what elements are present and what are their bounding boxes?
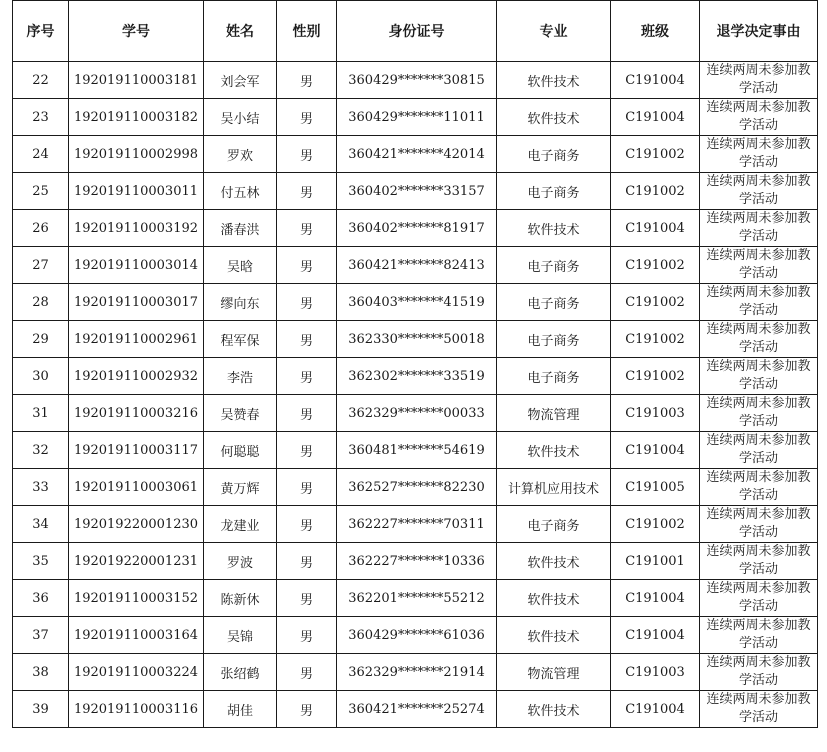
cell-class: C191003 [611,654,700,691]
cell-name: 罗欢 [204,136,277,173]
header-row [13,1,818,62]
cell-class: C191002 [611,173,700,210]
table-row [13,580,818,617]
cell-student-id: 192019110003192 [69,210,204,247]
cell-class: C191002 [611,358,700,395]
table-row [13,210,818,247]
cell-student-id: 192019110003014 [69,247,204,284]
cell-student-id: 192019220001230 [69,506,204,543]
cell-seq: 30 [13,358,69,395]
cell-name: 吴锦 [204,617,277,654]
cell-student-id: 192019110002932 [69,358,204,395]
cell-id-card: 360421*******82413 [337,247,497,284]
cell-name: 陈新休 [204,580,277,617]
cell-gender: 男 [277,284,337,321]
cell-gender: 男 [277,543,337,580]
cell-major: 软件技术 [497,210,611,247]
cell-class: C191004 [611,580,700,617]
table-row [13,358,818,395]
table-row [13,469,818,506]
cell-major: 电子商务 [497,321,611,358]
cell-seq: 28 [13,284,69,321]
cell-student-id: 192019110003224 [69,654,204,691]
cell-gender: 男 [277,654,337,691]
cell-gender: 男 [277,580,337,617]
table-row [13,395,818,432]
cell-id-card: 362329*******21914 [337,654,497,691]
cell-class: C191003 [611,395,700,432]
cell-seq: 27 [13,247,69,284]
table-row [13,432,818,469]
cell-id-card: 360481*******54619 [337,432,497,469]
table-row [13,99,818,136]
cell-reason: 连续两周未参加教学活动 [700,210,818,247]
cell-class: C191002 [611,247,700,284]
cell-seq: 37 [13,617,69,654]
header-class: 班级 [611,1,700,62]
cell-major: 电子商务 [497,506,611,543]
cell-class: C191004 [611,99,700,136]
cell-major: 软件技术 [497,691,611,728]
cell-student-id: 192019110003182 [69,99,204,136]
cell-gender: 男 [277,173,337,210]
cell-name: 吴小结 [204,99,277,136]
cell-name: 李浩 [204,358,277,395]
table-row [13,284,818,321]
table-row [13,321,818,358]
cell-id-card: 362201*******55212 [337,580,497,617]
cell-student-id: 192019110003061 [69,469,204,506]
cell-reason: 连续两周未参加教学活动 [700,62,818,99]
cell-gender: 男 [277,210,337,247]
withdrawal-table [12,0,818,728]
cell-major: 电子商务 [497,136,611,173]
table-row [13,691,818,728]
cell-reason: 连续两周未参加教学活动 [700,580,818,617]
cell-name: 程军保 [204,321,277,358]
cell-name: 龙建业 [204,506,277,543]
cell-reason: 连续两周未参加教学活动 [700,395,818,432]
cell-reason: 连续两周未参加教学活动 [700,173,818,210]
cell-id-card: 360421*******25274 [337,691,497,728]
header-name: 姓名 [204,1,277,62]
cell-major: 电子商务 [497,247,611,284]
cell-class: C191002 [611,321,700,358]
cell-id-card: 362329*******00033 [337,395,497,432]
cell-id-card: 360402*******81917 [337,210,497,247]
cell-id-card: 360429*******11011 [337,99,497,136]
cell-gender: 男 [277,136,337,173]
cell-id-card: 362302*******33519 [337,358,497,395]
cell-seq: 34 [13,506,69,543]
cell-major: 计算机应用技术 [497,469,611,506]
header-id-card: 身份证号 [337,1,497,62]
cell-seq: 39 [13,691,69,728]
cell-student-id: 192019110003116 [69,691,204,728]
cell-seq: 36 [13,580,69,617]
cell-student-id: 192019110003216 [69,395,204,432]
cell-reason: 连续两周未参加教学活动 [700,469,818,506]
cell-reason: 连续两周未参加教学活动 [700,321,818,358]
cell-reason: 连续两周未参加教学活动 [700,654,818,691]
cell-gender: 男 [277,62,337,99]
cell-name: 刘会军 [204,62,277,99]
cell-seq: 38 [13,654,69,691]
cell-class: C191004 [611,432,700,469]
cell-class: C191001 [611,543,700,580]
header-reason: 退学决定事由 [700,1,818,62]
cell-class: C191004 [611,691,700,728]
cell-major: 软件技术 [497,99,611,136]
cell-reason: 连续两周未参加教学活动 [700,284,818,321]
cell-major: 电子商务 [497,173,611,210]
cell-name: 缪向东 [204,284,277,321]
cell-class: C191002 [611,506,700,543]
cell-seq: 31 [13,395,69,432]
cell-name: 罗波 [204,543,277,580]
cell-gender: 男 [277,99,337,136]
table-row [13,247,818,284]
cell-seq: 33 [13,469,69,506]
cell-reason: 连续两周未参加教学活动 [700,617,818,654]
header-major: 专业 [497,1,611,62]
cell-gender: 男 [277,395,337,432]
header-gender: 性别 [277,1,337,62]
cell-reason: 连续两周未参加教学活动 [700,506,818,543]
cell-gender: 男 [277,358,337,395]
cell-reason: 连续两周未参加教学活动 [700,432,818,469]
table-row [13,62,818,99]
cell-class: C191004 [611,617,700,654]
table-row [13,173,818,210]
cell-seq: 25 [13,173,69,210]
cell-id-card: 362227*******70311 [337,506,497,543]
cell-gender: 男 [277,321,337,358]
cell-major: 软件技术 [497,580,611,617]
cell-id-card: 360429*******30815 [337,62,497,99]
cell-seq: 35 [13,543,69,580]
cell-student-id: 192019110002998 [69,136,204,173]
cell-name: 何聪聪 [204,432,277,469]
cell-gender: 男 [277,432,337,469]
cell-student-id: 192019110003011 [69,173,204,210]
cell-class: C191002 [611,284,700,321]
cell-name: 吴晗 [204,247,277,284]
table-row [13,136,818,173]
cell-reason: 连续两周未参加教学活动 [700,99,818,136]
cell-student-id: 192019110003152 [69,580,204,617]
cell-student-id: 192019220001231 [69,543,204,580]
cell-name: 黄万辉 [204,469,277,506]
cell-gender: 男 [277,469,337,506]
cell-reason: 连续两周未参加教学活动 [700,247,818,284]
table-row [13,654,818,691]
cell-id-card: 362527*******82230 [337,469,497,506]
cell-student-id: 192019110003181 [69,62,204,99]
cell-gender: 男 [277,506,337,543]
cell-reason: 连续两周未参加教学活动 [700,691,818,728]
cell-name: 付五林 [204,173,277,210]
cell-seq: 26 [13,210,69,247]
cell-major: 电子商务 [497,284,611,321]
cell-class: C191004 [611,62,700,99]
table-row [13,617,818,654]
cell-student-id: 192019110003017 [69,284,204,321]
cell-id-card: 360421*******42014 [337,136,497,173]
cell-major: 软件技术 [497,432,611,469]
cell-id-card: 362227*******10336 [337,543,497,580]
cell-major: 软件技术 [497,543,611,580]
cell-reason: 连续两周未参加教学活动 [700,136,818,173]
cell-seq: 22 [13,62,69,99]
cell-student-id: 192019110003164 [69,617,204,654]
cell-seq: 29 [13,321,69,358]
cell-gender: 男 [277,691,337,728]
cell-class: C191002 [611,136,700,173]
header-seq: 序号 [13,1,69,62]
cell-name: 张绍鹤 [204,654,277,691]
cell-major: 电子商务 [497,358,611,395]
cell-seq: 23 [13,99,69,136]
cell-gender: 男 [277,617,337,654]
cell-reason: 连续两周未参加教学活动 [700,358,818,395]
cell-name: 吴赞春 [204,395,277,432]
cell-student-id: 192019110002961 [69,321,204,358]
table-row [13,506,818,543]
cell-seq: 24 [13,136,69,173]
cell-id-card: 360429*******61036 [337,617,497,654]
header-student-id: 学号 [69,1,204,62]
cell-class: C191005 [611,469,700,506]
cell-id-card: 360402*******33157 [337,173,497,210]
cell-major: 软件技术 [497,62,611,99]
cell-major: 物流管理 [497,395,611,432]
table-row [13,543,818,580]
cell-major: 软件技术 [497,617,611,654]
cell-name: 潘春洪 [204,210,277,247]
cell-seq: 32 [13,432,69,469]
cell-id-card: 360403*******41519 [337,284,497,321]
cell-gender: 男 [277,247,337,284]
cell-name: 胡佳 [204,691,277,728]
cell-id-card: 362330*******50018 [337,321,497,358]
cell-reason: 连续两周未参加教学活动 [700,543,818,580]
cell-class: C191004 [611,210,700,247]
cell-major: 物流管理 [497,654,611,691]
cell-student-id: 192019110003117 [69,432,204,469]
